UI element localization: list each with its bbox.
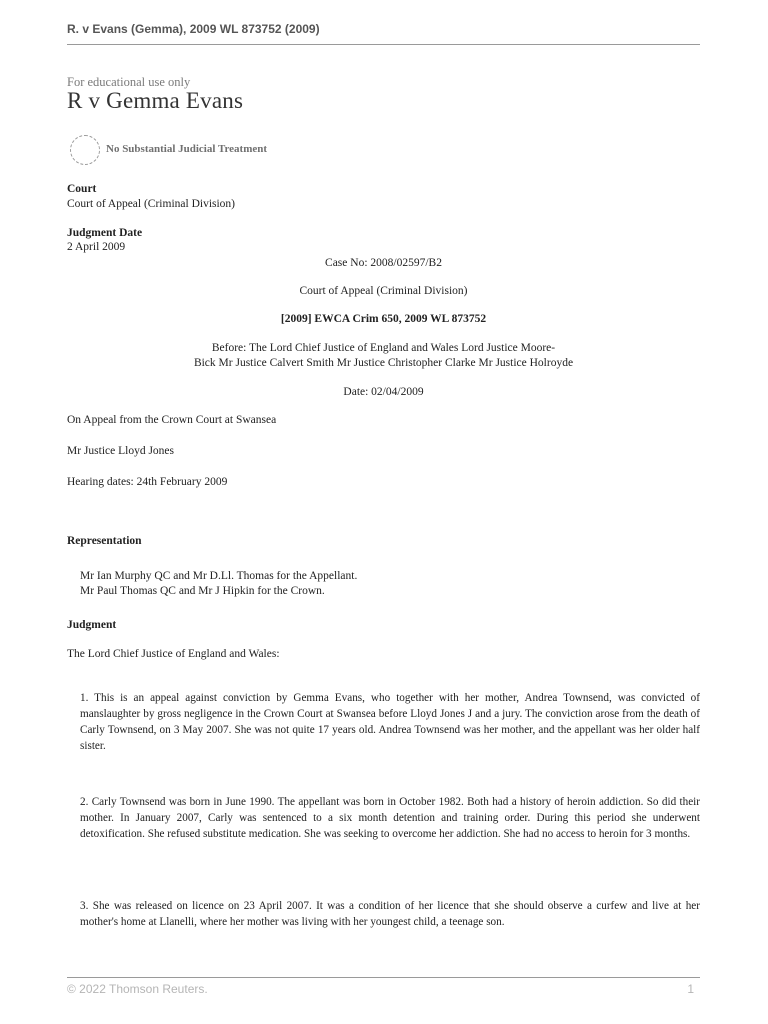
decision-date: Date: 02/04/2009 [343, 386, 424, 398]
judgment-intro: The Lord Chief Justice of England and Wales: [67, 648, 280, 660]
judgment-date-value: 2 April 2009 [67, 241, 126, 253]
representation-label: Representation [67, 535, 142, 547]
footer-divider [67, 977, 700, 978]
judgment-paragraph-3: 3. She was released on licence on 23 April 2007. It was a condition of her licence that she should observe a curfew and live at her mother's home at Llanelli, where her mother was living with her youngest child, a teenage son. [80, 900, 700, 928]
judgment-paragraph-1: 1. This is an appeal against conviction by Gemma Evans, who together with her mother, Andrea Townsend, was convicted of manslaughter by gross negligence in the Crown Court at Swansea before Lloyd Jones J and a jury. The conviction arose from the death of Carly Townsend, on 3 May 2007. She was not quite 17 years old. Andrea Townsend was her mother, and the appellant was her older half sister. [80, 692, 700, 752]
representation-crown: Mr Paul Thomas QC and Mr J Hipkin for the Crown. [80, 585, 325, 597]
representation-appellant: Mr Ian Murphy QC and Mr D.Ll. Thomas for the Appellant. [80, 570, 358, 582]
dashed-circle-icon [70, 135, 100, 165]
page-number: 1 [687, 982, 694, 996]
court-value: Court of Appeal (Criminal Division) [67, 198, 236, 210]
hearing-dates: Hearing dates: 24th February 2009 [67, 476, 228, 488]
educational-use-note: For educational use only [67, 75, 191, 89]
neutral-citation: [2009] EWCA Crim 650, 2009 WL 873752 [280, 313, 487, 325]
treatment-status: No Substantial Judicial Treatment [106, 143, 268, 155]
trial-judge: Mr Justice Lloyd Jones [67, 445, 175, 457]
court-centered: Court of Appeal (Criminal Division) [299, 285, 468, 297]
judgment-date-label: Judgment Date [67, 227, 143, 239]
running-header-citation: R. v Evans (Gemma), 2009 WL 873752 (2009) [67, 22, 320, 36]
before-line-2: Bick Mr Justice Calvert Smith Mr Justice Christopher Clarke Mr Justice Holroyde [193, 357, 574, 369]
judgment-label: Judgment [67, 619, 117, 631]
judgment-paragraph-2: 2. Carly Townsend was born in June 1990. The appellant was born in October 1982. Both had a history of heroin addiction. So did their mother. In January 2007, Carly was sentenced to a six month detention and training order. During this period she underwent detoxification. She refused substitute medication. She was seeking to overcome her addiction. She had no access to heroin for 3 months. [80, 796, 700, 840]
before-line-1: Before: The Lord Chief Justice of England and Wales Lord Justice Moore- [211, 342, 556, 354]
appeal-from: On Appeal from the Crown Court at Swansea [67, 414, 277, 426]
header-divider [67, 44, 700, 45]
document-title: R v Gemma Evans [67, 88, 244, 113]
footer-copyright: © 2022 Thomson Reuters. [67, 982, 208, 996]
case-number: Case No: 2008/02597/B2 [325, 257, 442, 269]
court-label: Court [67, 183, 97, 195]
